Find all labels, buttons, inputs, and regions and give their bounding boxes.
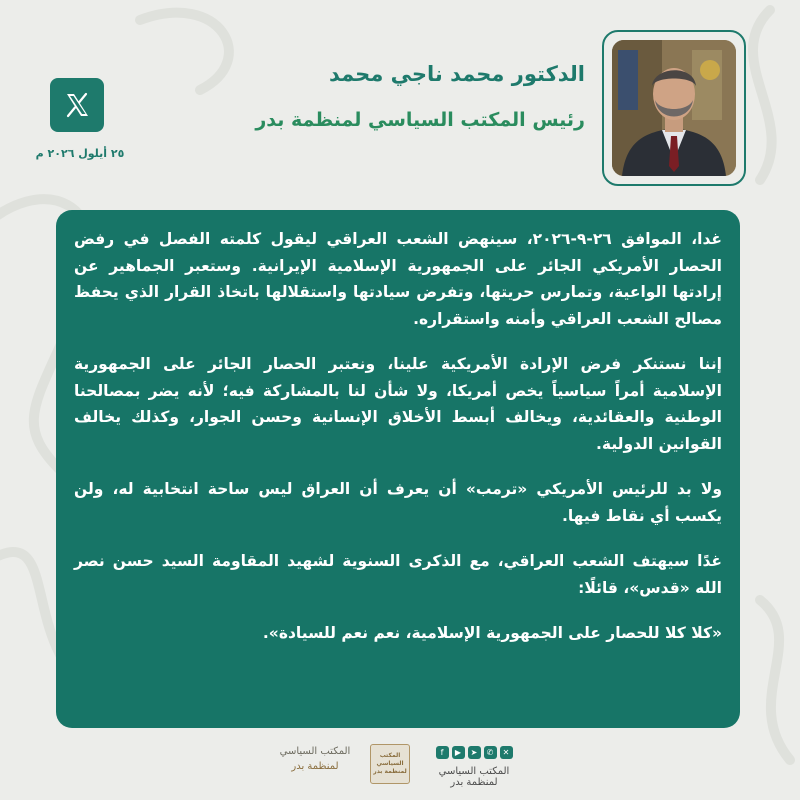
x-icon[interactable]: [50, 78, 104, 132]
footer-org-line1: المكتب السياسي: [279, 746, 351, 757]
author-role: رئيس المكتب السياسي لمنظمة بدر: [255, 109, 585, 131]
author-name: الدكتور محمد ناجي محمد: [328, 62, 585, 86]
social-icons: [424, 746, 524, 762]
youtube-icon[interactable]: ▶: [452, 746, 465, 759]
portrait-photo: [612, 40, 736, 176]
x-icon[interactable]: ✕: [500, 746, 513, 759]
statement-paragraph: «كلا كلا للحصار على الجمهورية الإسلامية، نعم نعم للسيادة».: [262, 624, 722, 642]
facebook-icon[interactable]: f: [436, 746, 449, 759]
footer-org-name: [270, 744, 360, 774]
telegram-icon[interactable]: ➤: [468, 746, 481, 759]
statement-paragraph: ولا بد للرئيس الأمريكي «ترمب» أن يعرف أن العراق ليس ساحة انتخابية له، ولن يكسب أي نقاط فيها.: [74, 480, 722, 525]
social-handle: المكتب السياسي لمنظمة بدر: [438, 766, 510, 788]
org-logo: [370, 744, 410, 784]
post-date: ٢٥ أيلول ٢٠٢٦ م: [35, 147, 125, 160]
statement-paragraph: غدًا سيهتف الشعب العراقي، مع الذكرى السنوية لشهيد المقاومة السيد حسن نصر الله «قدس»، قائلًا:: [74, 552, 722, 597]
whatsapp-icon[interactable]: ✆: [484, 746, 497, 759]
statement-card: [56, 210, 740, 728]
org-logo-text: المكتب السياسي لمنظمة بدر: [373, 752, 407, 775]
portrait-frame: [602, 30, 746, 186]
statement-paragraph: إننا نستنكر فرض الإرادة الأمريكية علينا، ونعتبر الحصار الجائر على الجمهورية الإسلامية أمراً سياسياً يخص أمريكا، ولا شأن لنا بالمشاركة فيه؛ لأنه يضر بمصالحنا الوطنية والعقائدية، ويخالف أبسط الأخلاق الإنسانية وحسن الجوار، وكذلك يخالف القوانين الدولية.: [74, 355, 722, 453]
statement-paragraph: غدا، الموافق ٢٦-٩-٢٠٢٦، سينهض الشعب العراقي ليقول كلمته الفصل في رفض الحصار الأمريكي الجائر على الجمهورية الإسلامية الإيرانية. وستعبر الجماهير عن إرادتها الواعية، وتمارس حريتها، وتفرض سيادتها واستقلالها باتخاذ القرار الذي يحفظ مصالح الشعب العراقي وأمنه واستقراره.: [74, 230, 722, 328]
footer-org-line2: لمنظمة بدر: [291, 761, 339, 772]
